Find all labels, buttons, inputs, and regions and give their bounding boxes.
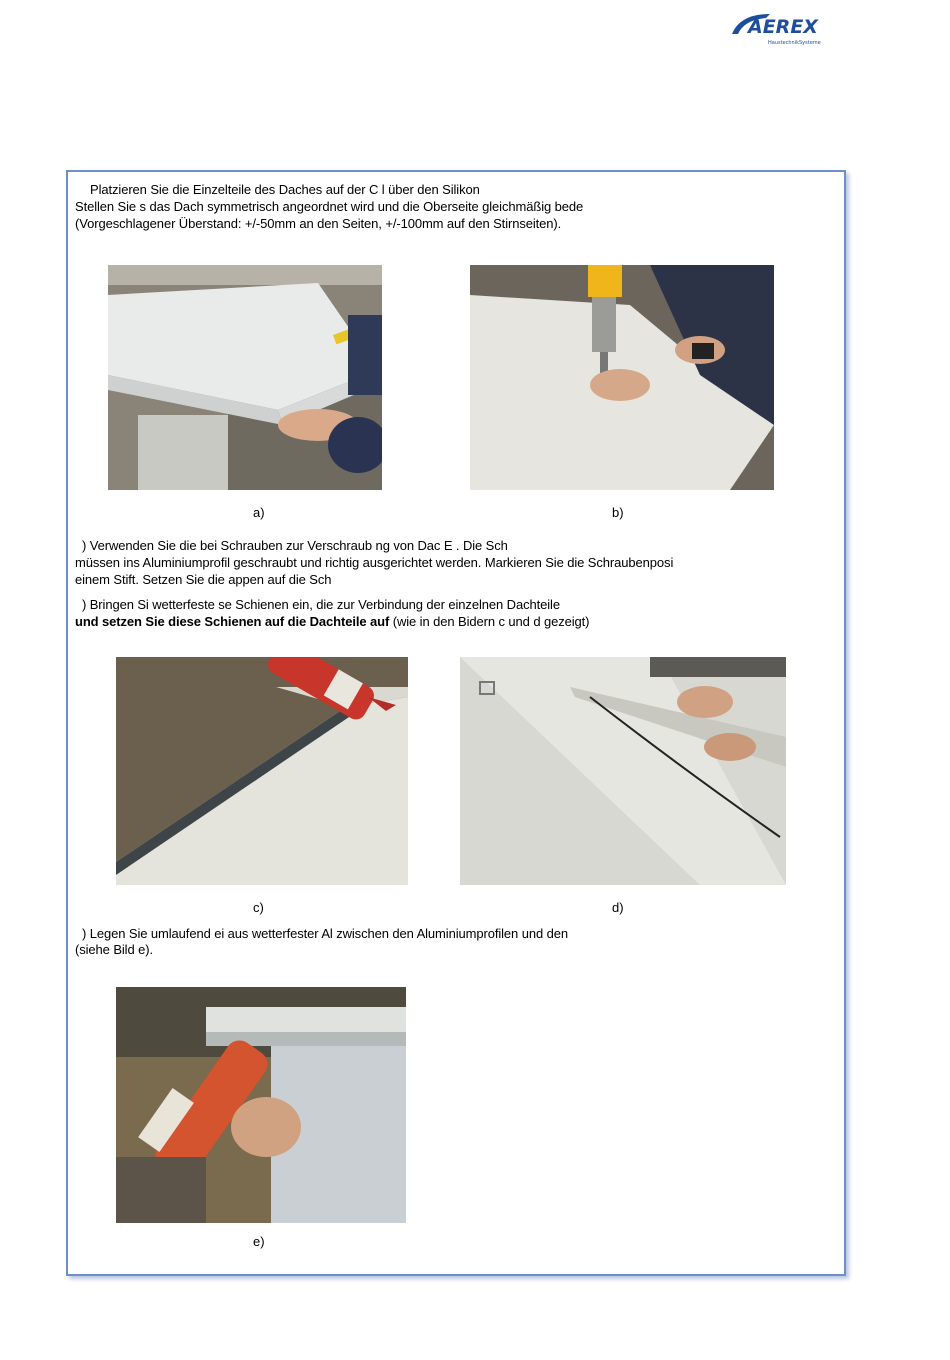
photo-e-sealing-edge: [116, 987, 406, 1223]
caption-d: d): [612, 900, 624, 915]
logo-text: AEREX: [748, 16, 818, 38]
para1-line2: Stellen Sie s das Dach symmetrisch angeordnet wird und die Oberseite gleichmäßig bede: [75, 199, 584, 214]
para1-line3: (Vorgeschlagener Überstand: +/-50mm an den Seiten, +/-100mm auf den Stirnseiten).: [75, 216, 562, 231]
para4-line1: ) Legen Sie umlaufend ei aus wetterfester Al zwischen den Aluminiumprofilen und den: [82, 926, 568, 941]
para2-line3: einem Stift. Setzen Sie die appen auf die Sch: [75, 572, 332, 587]
logo-subtext: HaustechnikSysteme: [768, 40, 821, 46]
para3-line2-normal: (wie in den Bidern c und d gezeigt): [392, 614, 590, 629]
para3-line1: ) Bringen Si wetterfeste se Schienen ein, die zur Verbindung der einzelnen Dachteile: [82, 597, 560, 612]
para2-line1: ) Verwenden Sie die bei Schrauben zur Verschraub ng von Dac E . Die Sch: [82, 538, 508, 553]
para4-line2: (siehe Bild e).: [75, 942, 153, 957]
caption-e: e): [253, 1234, 265, 1249]
photo-c-applying-sealant: [116, 657, 408, 885]
para3-line2-bold: und setzen Sie diese Schienen auf die Dachteile auf: [75, 614, 390, 629]
aerex-logo: [730, 8, 840, 48]
caption-a: a): [253, 505, 265, 520]
photo-d-placing-rails: [460, 657, 786, 885]
para3-line2: [75, 614, 589, 630]
caption-c: c): [253, 900, 264, 915]
para1-line1: Platzieren Sie die Einzelteile des Daches auf der C l über den Silikon: [90, 182, 480, 197]
photo-a-measuring-roof: [108, 265, 382, 490]
photo-b-drilling-screws: [470, 265, 774, 490]
caption-b: b): [612, 505, 624, 520]
para2-line2: müssen ins Aluminiumprofil geschraubt und richtig ausgerichtet werden. Markieren Sie die Schraubenposi: [75, 555, 674, 570]
